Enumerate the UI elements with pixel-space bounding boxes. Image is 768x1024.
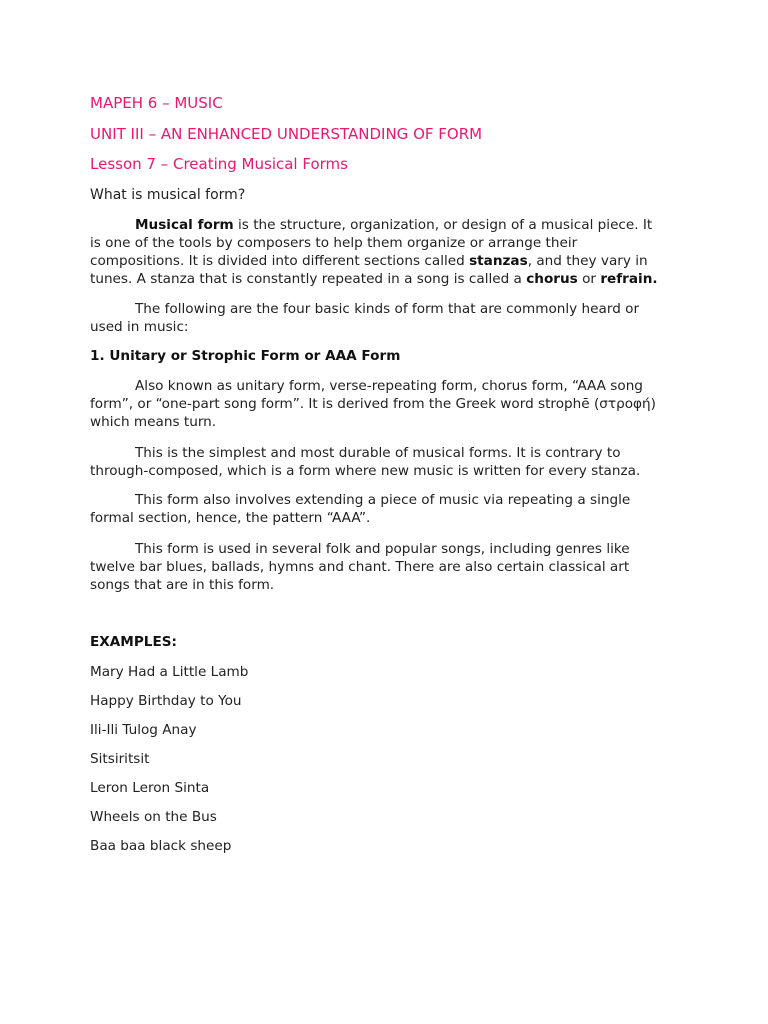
term-chorus: chorus bbox=[526, 271, 578, 287]
unit-heading: UNIT III – AN ENHANCED UNDERSTANDING OF FORM bbox=[90, 125, 483, 143]
example-item: Mary Had a Little Lamb bbox=[90, 664, 249, 680]
following-paragraph: The following are the four basic kinds of form that are commonly heard or used in music: bbox=[90, 301, 640, 335]
term-musical-form: Musical form bbox=[135, 217, 234, 233]
intro-line-3: compositions. It is divided into different sections called stanzas, and they vary in bbox=[90, 253, 648, 269]
term-refrain: refrain. bbox=[600, 271, 658, 287]
example-item: Baa baa black sheep bbox=[90, 838, 232, 854]
section-1-heading: 1. Unitary or Strophic Form or AAA Form bbox=[90, 348, 401, 364]
example-item: Happy Birthday to You bbox=[90, 693, 242, 709]
simplest-paragraph: This is the simplest and most durable of musical forms. It is contrary to through-composed, which is a form where new music is written for every stanza. bbox=[90, 445, 641, 479]
subject-heading: MAPEH 6 – MUSIC bbox=[90, 94, 223, 112]
question-text: What is musical form? bbox=[90, 187, 246, 203]
intro-paragraph bbox=[90, 216, 660, 288]
also-known-paragraph: Also known as unitary form, verse-repeating form, chorus form, “AAA song form”, or “one-part song form”. It is derived from the Greek word strophē (στροφή) which means turn. bbox=[90, 378, 656, 430]
intro-line-4: tunes. A stanza that is constantly repeated in a song is called a chorus or refrain. bbox=[90, 271, 658, 287]
example-item: Wheels on the Bus bbox=[90, 809, 217, 825]
used-in-paragraph: This form is used in several folk and popular songs, including genres like twelve bar blues, ballads, hymns and chant. There are also certain classical art songs that are in this form. bbox=[90, 541, 630, 593]
example-item: Ili-Ili Tulog Anay bbox=[90, 722, 197, 738]
example-item: Leron Leron Sinta bbox=[90, 780, 210, 796]
extending-paragraph: This form also involves extending a piece of music via repeating a single formal section, hence, the pattern “AAA”. bbox=[90, 492, 631, 526]
examples-heading: EXAMPLES: bbox=[90, 634, 177, 650]
lesson-heading: Lesson 7 – Creating Musical Forms bbox=[90, 155, 348, 173]
intro-line-2: is one of the tools by composers to help them organize or arrange their bbox=[90, 235, 578, 251]
term-stanzas: stanzas bbox=[469, 253, 528, 269]
example-item: Sitsiritsit bbox=[90, 751, 150, 767]
intro-line-1: Musical form is the structure, organization, or design of a musical piece. It bbox=[135, 217, 653, 233]
